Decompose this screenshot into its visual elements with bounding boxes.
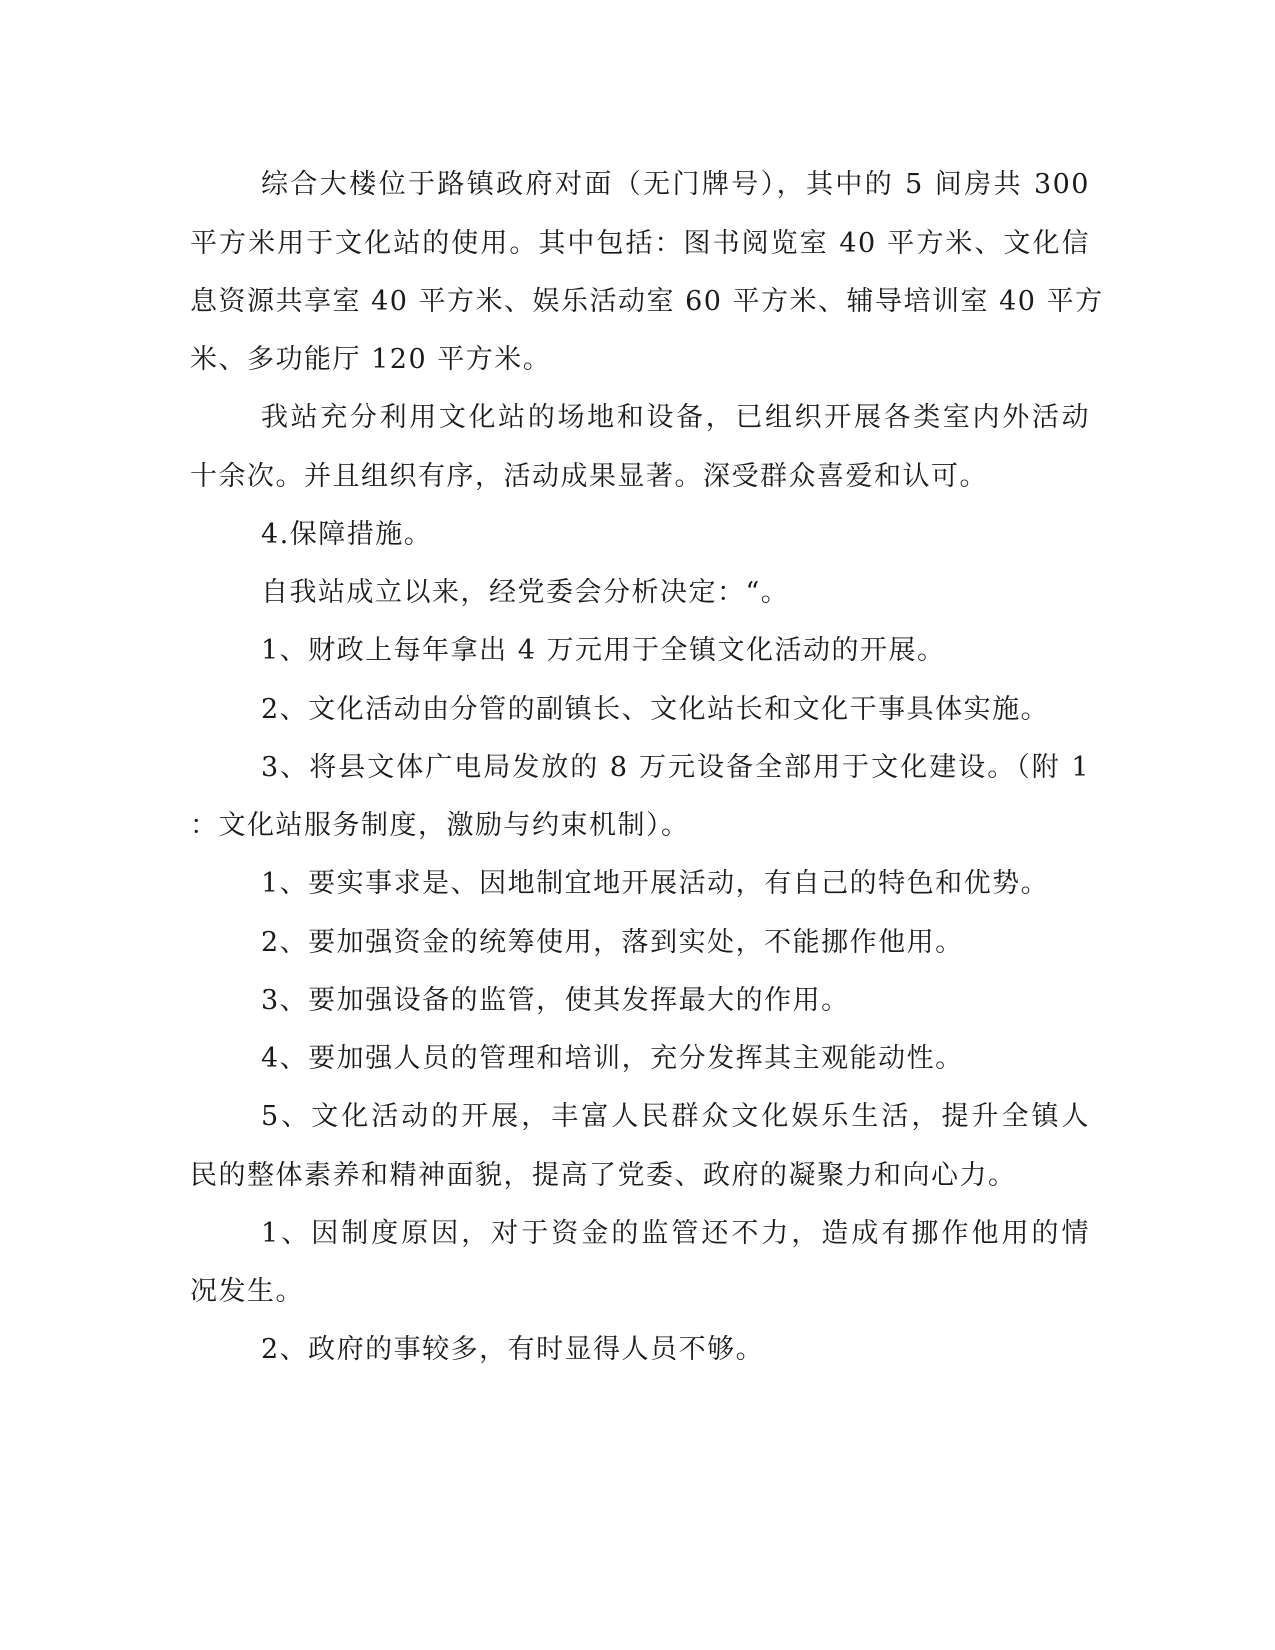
section-heading: 4.保障措施。 <box>261 519 433 550</box>
list-item: 1、因制度原因，对于资金的监管还不力，造成有挪作他用的情 <box>261 1218 1090 1249</box>
paragraph-line: 况发生。 <box>190 1276 304 1307</box>
list-item: 2、文化活动由分管的副镇长、文化站长和文化干事具体实施。 <box>261 694 1050 725</box>
list-item: 5、文化活动的开展，丰富人民群众文化娱乐生活，提升全镇人 <box>261 1101 1090 1132</box>
list-item: 2、政府的事较多，有时显得人员不够。 <box>261 1334 765 1365</box>
list-item: 2、要加强资金的统筹使用，落到实处，不能挪作他用。 <box>261 927 964 958</box>
paragraph-line: 我站充分利用文化站的场地和设备，已组织开展各类室内外活动 <box>261 402 1090 433</box>
list-item: 1、财政上每年拿出 4 万元用于全镇文化活动的开展。 <box>261 635 946 666</box>
paragraph-line: 综合大楼位于路镇政府对面（无门牌号），其中的 5 间房共 300 <box>261 169 1090 200</box>
paragraph-line: 息资源共享室 40 平方米、娱乐活动室 60 平方米、辅导培训室 40 平方 <box>190 286 1104 317</box>
list-item: 4、要加强人员的管理和培训，充分发挥其主观能动性。 <box>261 1043 964 1074</box>
paragraph-line: 民的整体素养和精神面貌，提高了党委、政府的凝聚力和向心力。 <box>190 1160 1017 1191</box>
list-item: 3、要加强设备的监管，使其发挥最大的作用。 <box>261 985 850 1016</box>
list-item: 3、将县文体广电局发放的 8 万元设备全部用于文化建设。（附 1 <box>261 752 1090 783</box>
paragraph-line: 米、多功能厅 120 平方米。 <box>190 344 552 375</box>
paragraph-line: ：文化站服务制度，激励与约束机制）。 <box>190 810 690 841</box>
paragraph-line: 自我站成立以来，经党委会分析决定：“。 <box>261 577 790 608</box>
paragraph-line: 平方米用于文化站的使用。其中包括：图书阅览室 40 平方米、文化信 <box>190 228 1090 259</box>
paragraph-line: 十余次。并且组织有序，活动成果显著。深受群众喜爱和认可。 <box>190 461 988 492</box>
list-item: 1、要实事求是、因地制宜地开展活动，有自己的特色和优势。 <box>261 868 1050 899</box>
